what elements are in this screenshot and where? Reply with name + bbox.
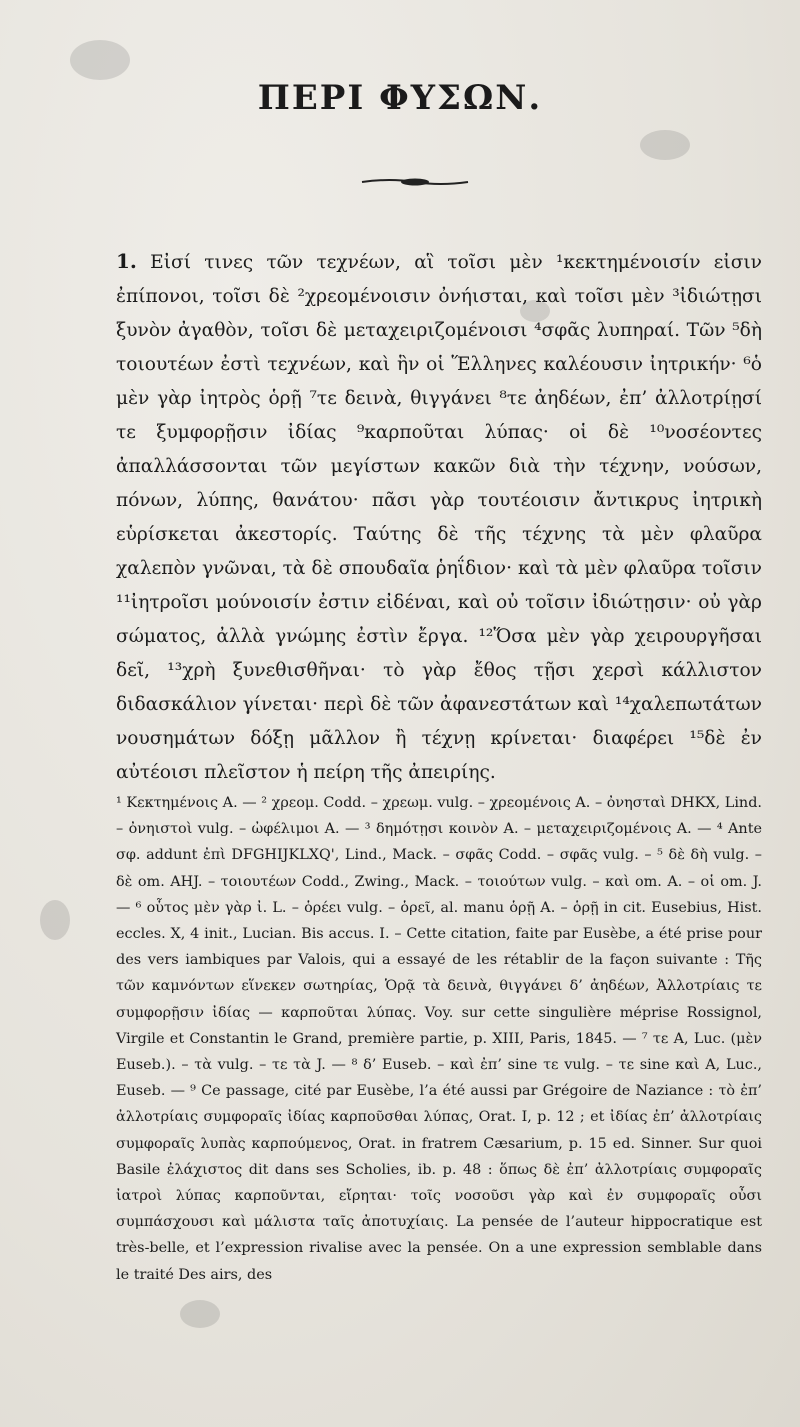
footnotes <box>116 790 762 1288</box>
foxing-spot <box>640 130 690 160</box>
chapter-body: Εἰσί τινες τῶν τεχνέων, αἳ τοῖσι μὲν ¹κεκτημένοισίν εἰσιν ἐπίπονοι, τοῖσι δὲ ²χρεομένοισιν ὀνήισται, καὶ τοῖσι μὲν ³ἰδιώτῃσι ξυνὸν ἀγαθὸν, τοῖσι δὲ μεταχειριζομένοισι ⁴σφᾶς λυπηραί. Τῶν ⁵δὴ τοιουτέων ἐστὶ τεχνέων, καὶ ἣν οἱ Ἕλληνες καλέουσιν ἰητρικήν· ⁶ὁ μὲν γὰρ ἰητρὸς ὁρῇ ⁷τε δεινὰ, θιγγάνει ⁸τε ἀηδέων, ἐπ’ ἀλλοτρίῃσί τε ξυμφορῇσιν ἰδίας ⁹καρποῦται λύπας· οἱ δὲ ¹⁰νοσέοντες ἀπαλλάσσονται τῶν μεγίστων κακῶν διὰ τὴν τέχνην, νούσων, πόνων, λύπης, θανάτου· πᾶσι γὰρ τουτέοισιν ἄντικρυς ἰητρικὴ εὑρίσκεται ἀκεστορίς. Ταύτης δὲ τῆς τέχνης τὰ μὲν φλαῦρα χαλεπὸν γνῶναι, τὰ δὲ σπουδαῖα ῥηΐδιον· καὶ τὰ μὲν φλαῦρα τοῖσιν ¹¹ἰητροῖσι μούνοισίν ἐστιν εἰδέναι, καὶ οὐ τοῖσιν ἰδιώτῃσιν· οὐ γὰρ σώματος, ἀλλὰ γνώμης ἐστὶν ἔργα. ¹²Ὅσα μὲν γὰρ χειρουργῆσαι δεῖ, ¹³χρὴ ξυνεθισθῆναι· τὸ γὰρ ἔθος τῇσι χερσὶ κάλλιστον διδασκάλιον γίνεται· περὶ δὲ τῶν ἀφανεστάτων καὶ ¹⁴χαλεπωτάτων νουσημάτων δόξῃ μᾶλλον ἢ τέχνῃ κρίνεται· διαφέρει ¹⁵δὲ ἐν αὐτέοισι πλεῖστον ἡ πείρη τῆς ἀπειρίης. <box>116 252 762 783</box>
foxing-spot <box>70 40 130 80</box>
chapter-text <box>116 244 762 790</box>
ornament-divider <box>360 172 470 192</box>
foxing-spot <box>40 900 70 940</box>
page-title: ΠΕΡΙ ΦΥΣΩΝ. <box>257 78 543 118</box>
chapter-number: 1. <box>116 249 137 273</box>
footnotes-body: ¹ Κεκτημένοις A. — ² χρεομ. Codd. – χρεωμ. vulg. – χρεομένοις A. – ὀνησταὶ DHKX, Lind. – ὀνηιστοὶ vulg. – ὠφέλιμοι A. — ³ δημότῃσι κοινὸν A. – μεταχειριζομένοις A. — ⁴ Ante σφ. addunt ἐπὶ DFGHIJKLXQ', Lind., Mack. – σφᾶς Codd. – σφᾶς vulg. – ⁵ δὲ δὴ vulg. – δὲ om. AHJ. – τοιουτέων Codd., Zwing., Mack. – τοιούτων vulg. – καὶ om. A. – οἱ om. J. — ⁶ οὗτος μὲν γὰρ ἰ. L. – ὁρέει vulg. – ὁρεῖ, al. manu ὁρῇ A. – ὁρῇ in cit. Eusebius, Hist. eccles. X, 4 init., Lucian. Bis accus. I. – Cette citation, faite par Eusèbe, a été prise pour des vers iambiques par Valois, qui a essayé de les rétablir de la façon suivante : Τῆς τῶν καμνόντων εἵνεκεν σωτηρίας, Ὁρᾷ τὰ δεινὰ, θιγγάνει δ’ ἀηδέων, Ἀλλοτρίαις τε συμφορῇσιν ἰδίας — καρποῦται λύπας. Voy. sur cette singulière méprise Rossignol, Virgile et Constantin le Grand, première partie, p. XIII, Paris, 1845. — ⁷ τε A, Luc. (μὲν Euseb.). – τὰ vulg. – τε τὰ J. — ⁸ δ’ Euseb. – καὶ ἐπ’ sine τε vulg. – τε sine καὶ A, Luc., Euseb. — ⁹ Ce passage, cité par Eusèbe, l’a été aussi par Grégoire de Naziance : τὸ ἐπ’ ἀλλοτρίαις συμφοραῖς ἰδίας καρποῦσθαι λύπας, Orat. I, p. 12 ; et ἰδίας ἐπ’ ἀλλοτρίαις συμφοραῖς λυπὰς καρπούμενος, Orat. in fratrem Cæsarium, p. 15 ed. Sinner. Sur quoi Basile ἐλάχιστος dit dans ses Scholies, ib. p. 48 : ὅπως δὲ ἐπ’ ἀλλοτρίαις συμφοραῖς ἰατροὶ λύπας καρποῦνται, εἴρηται· τοῖς νοσοῦσι γὰρ καὶ ἐν συμφοραῖς οὖσι συμπάσχουσι καὶ μάλιστα ταῖς ἀποτυχίαις. La pensée de l’auteur hippocratique est très-belle, et l’expression rivalise avec la pensée. On a une expression semblable dans le traité Des airs, des <box>116 795 762 1283</box>
foxing-spot <box>180 1300 220 1328</box>
